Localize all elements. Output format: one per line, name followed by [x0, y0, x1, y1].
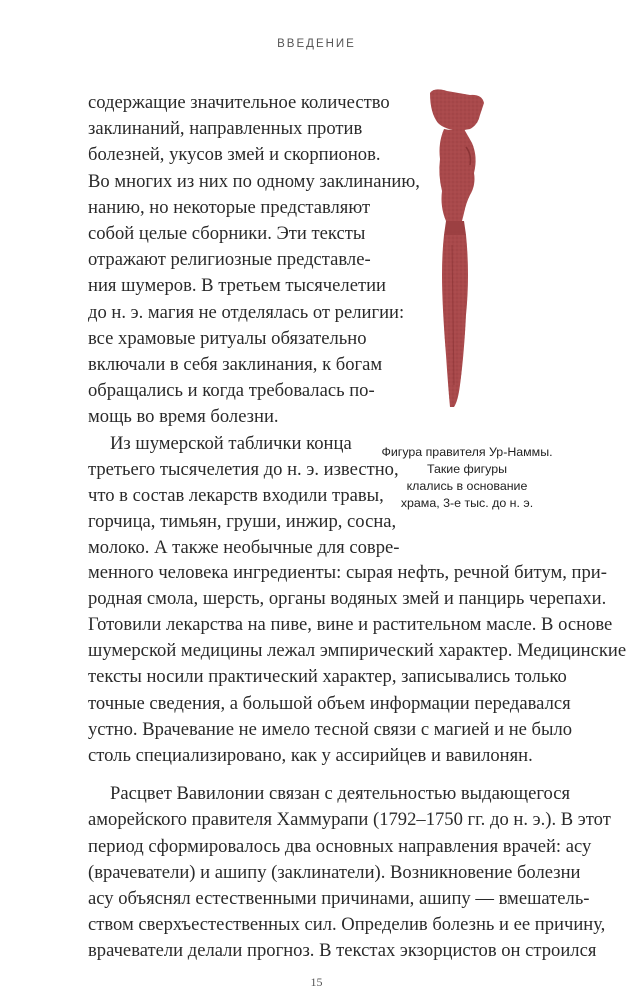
text-line: ством сверхъестественных сил. Определив болезнь и ее причину, [88, 914, 606, 936]
text-line: устно. Врачевание не имело тесной связи с магией и не было [88, 718, 573, 740]
text-line: нанию, но некоторые представляют [88, 196, 371, 218]
caption-line: Фигура правителя Ур-Наммы. [381, 445, 553, 459]
text-line: заклинаний, направленных против [88, 118, 363, 140]
text-line: отражают религиозные представле- [88, 249, 371, 271]
text-line: до н. э. магия не отделялась от религии: [88, 301, 405, 323]
text-line: мощь во время болезни. [88, 406, 279, 428]
text-line: менного человека ингредиенты: сырая нефть, речной битум, при- [88, 561, 607, 583]
text-line: обращались и когда требовалась по- [88, 380, 375, 402]
text-line: врачеватели делали прогноз. В текстах экзорцистов он строился [88, 940, 597, 962]
figure-caption [360, 444, 574, 512]
caption-line: Такие фигуры [426, 462, 508, 476]
text-line: горчица, тимьян, груши, инжир, сосна, [88, 511, 397, 533]
text-line: все храмовые ритуалы обязательно [88, 327, 367, 349]
running-header: ВВЕДЕНИЕ [277, 38, 356, 50]
text-line: (врачеватели) и ашипу (заклинатели). Возникновение болезни [88, 861, 581, 883]
text-line: включали в себя заклинания, к богам [88, 354, 383, 375]
text-line: третьего тысячелетия до н. э. известно, [88, 458, 399, 480]
text-line: болезней, укусов змей и скорпионов. [88, 144, 381, 166]
text-line: шумерской медицины лежал эмпирический характер. Медицинские [88, 640, 627, 662]
text-line: молоко. А также необычные для совре- [88, 537, 400, 559]
text-line: аморейского правителя Хаммурапи (1792–1750 гг. до н. э.). В этот [88, 809, 611, 831]
caption-line: клались в основание [406, 479, 528, 493]
text-line: Во многих из них по одному заклинанию, [88, 170, 420, 192]
text-line: точные сведения, а большой объем информации передавался [88, 692, 571, 714]
ur-nammu-figurine-icon [372, 85, 562, 425]
text-line: Из шумерской таблички конца [110, 432, 352, 454]
text-line: ния шумеров. В третьем тысячелетии [88, 275, 386, 297]
caption-line: храма, 3-е тыс. до н. э. [400, 496, 534, 510]
text-line: тексты носили практический характер, записывались только [88, 666, 567, 688]
text-line: Готовили лекарства на пиве, вине и растительном масле. В основе [88, 614, 613, 635]
text-line: что в состав лекарств входили травы, [88, 485, 384, 506]
text-line: собой целые сборники. Эти тексты [88, 223, 366, 244]
text-line: родная смола, шерсть, органы водяных змей и панцирь черепахи. [88, 587, 607, 609]
text-line: период сформировалось два основных направления врачей: асу [88, 835, 592, 857]
text-line: асу объяснял естественными причинами, ашипу — вмешатель- [88, 888, 590, 909]
text-line: Расцвет Вавилонии связан с деятельностью выдающегося [110, 783, 571, 805]
page-number: 15 [310, 975, 323, 989]
text-line: содержащие значительное количество [88, 92, 390, 113]
text-line: столь специализировано, как у ассирийцев и вавилонян. [88, 745, 533, 766]
